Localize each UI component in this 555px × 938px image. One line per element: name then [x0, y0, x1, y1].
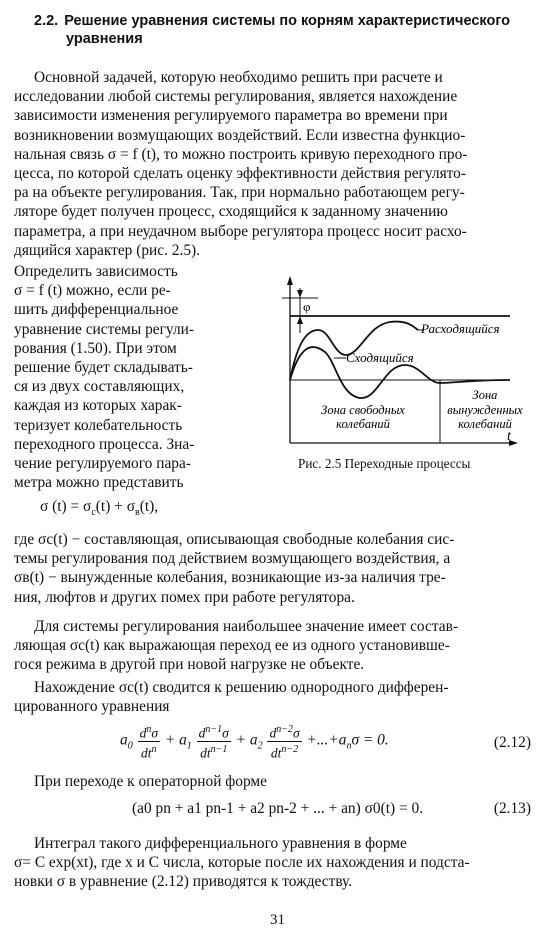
text-line: цированного уравнения — [14, 698, 170, 716]
phi-label: φ — [303, 299, 311, 314]
zone-forced-label-3: колебаний — [458, 417, 512, 431]
derivative-fraction: $\frac{d^{n-2}\sigma}{dt^{n-2}}$ — [269, 724, 300, 760]
text-line: каждая из которых харак- — [14, 397, 182, 415]
text-line: рования (1.50). При этом — [14, 339, 177, 357]
text-line: При переходе к операторной форме — [34, 773, 267, 790]
text-line: ляторе будет получен процесс, сходящийся к заданному значению — [14, 203, 448, 221]
text-line: Интеграл такого дифференциального уравнения в форме — [34, 835, 407, 852]
paragraph-components — [14, 530, 534, 607]
formula-part: σ (t) = σ — [40, 498, 92, 515]
text-line: нальная связь σ = f (t), то можно построить кривую переходного про- — [14, 145, 468, 163]
text-line: ра на объекте регулирования. Так, при нормально работающем регу- — [14, 184, 465, 202]
text-line: ляющая σc(t) как выражающая переход ее из одного установивше- — [14, 637, 450, 655]
derivative-fraction: $\frac{d^{n-1}\sigma}{dt^{n-1}}$ — [198, 724, 229, 760]
figure-caption: Рис. 2.5 Переходные процессы — [298, 456, 471, 471]
zone-free-label-1: Зона свободных — [321, 403, 405, 417]
paragraph-finding — [14, 678, 534, 716]
text-line: решение будет складывать- — [14, 359, 193, 377]
paragraph-integral — [14, 834, 534, 892]
text-line: гося режима в другой при новой нагрузке не объекте. — [14, 656, 365, 674]
derivative-fraction: $\frac{d^n\sigma}{dt^n}$ — [139, 724, 158, 760]
text-line: σ= C exp(xt), где x и C числа, которые после их нахождения и подста- — [14, 854, 470, 872]
text-line: Для системы регулирования наибольшее значение имеет состав- — [34, 618, 458, 635]
zone-forced-label-2: вынужденных — [447, 403, 523, 417]
converging-label: Сходящийся — [346, 350, 414, 365]
text-line: σ = f (t) можно, если ре- — [14, 282, 171, 300]
text-line: метра можно представить — [14, 474, 184, 492]
text-line: исследовании любой системы регулирования, является нахождение — [14, 88, 458, 106]
paragraph-operator-form — [14, 772, 534, 791]
formula-subscript: c — [91, 507, 96, 519]
formula-part: (t), — [139, 498, 159, 515]
t-axis-label: t — [507, 429, 511, 444]
formula-subscript: в — [135, 507, 140, 519]
text-line: переходного процесса. Зна- — [14, 435, 195, 453]
text-line: чение регулируемого пара- — [14, 455, 191, 473]
text-line: шить дифференциальное — [14, 301, 179, 319]
formula-part: σ = 0. — [351, 731, 389, 749]
formula-sigma-sum — [40, 498, 158, 518]
text-line: уравнение системы регули- — [14, 320, 194, 338]
text-line: теризует колебательность — [14, 416, 183, 434]
phi-arrow-down — [297, 290, 303, 298]
text-line: темы регулирования под действием возмущающего воздействия, а — [14, 550, 451, 568]
equation-2-12: $a_0$ $\frac{d^n\sigma}{dt^n}$ + $a_1$ $\frac{d^{n-1}\sigma}{dt^{n-1}}$ + $a_2$ $\frac{d^{n-2}\sigma}{dt^{n-2}}$ $+...+a_n\sigma = 0$. — [120, 724, 389, 760]
text-line: ния, люфтов и других помех при работе регулятора. — [14, 588, 355, 606]
section-number: 2.2. — [34, 13, 59, 29]
formula-part: +...+a — [306, 731, 347, 749]
text-line: новки σ в уравнение (2.12) приводятся к тождеству. — [14, 873, 353, 891]
formula-part: a — [120, 731, 128, 749]
text-line: цесса, по которой сделать оценку эффективности действия регулято- — [14, 165, 466, 183]
text-line: дящийся характер (рис. 2.5). — [14, 241, 201, 259]
section-title-line1: Решение уравнения системы по корням характеристического — [64, 13, 511, 29]
text-line: возникновении возмущающих воздействий. Если известна функцио- — [14, 126, 466, 144]
equation-2-13: (a0 pn + a1 pn-1 + a2 pn-2 + ... + an) σ0(t) = 0. — [132, 800, 424, 817]
text-line: Основной задачей, которую необходимо решить при расчете и — [34, 69, 443, 86]
text-line: ся из двух составляющих, — [14, 378, 185, 396]
page-number: 31 — [270, 912, 285, 928]
paragraph-importance — [14, 617, 534, 675]
text-line: где σc(t) − составляющая, описывающая свободные колебания сис- — [14, 531, 455, 548]
zone-free-label-2: колебаний — [336, 417, 390, 431]
section-title-line2: уравнения — [66, 31, 143, 47]
formula-part: (t) + σ — [95, 498, 135, 515]
diverging-label: Расходящийся — [421, 321, 500, 336]
equation-number-2-12: (2.12) — [493, 734, 531, 751]
y-axis-arrow — [287, 276, 293, 285]
text-line: Определить зависимость — [14, 263, 178, 280]
text-line: Нахождение σc(t) сводится к решению однородного дифферен- — [34, 679, 449, 696]
zone-forced-label-1: Зона — [472, 388, 498, 402]
text-line: параметра, а при неудачном выборе регулятора процесс носит расхо- — [14, 222, 467, 240]
text-line: σв(t) − вынужденные колебания, возникающие из-за наличия тре- — [14, 569, 446, 587]
equation-number-2-13: (2.13) — [493, 800, 531, 817]
text-line: зависимости изменения регулируемого параметра во времени при — [14, 107, 448, 125]
phi-arrow-up — [297, 316, 303, 324]
